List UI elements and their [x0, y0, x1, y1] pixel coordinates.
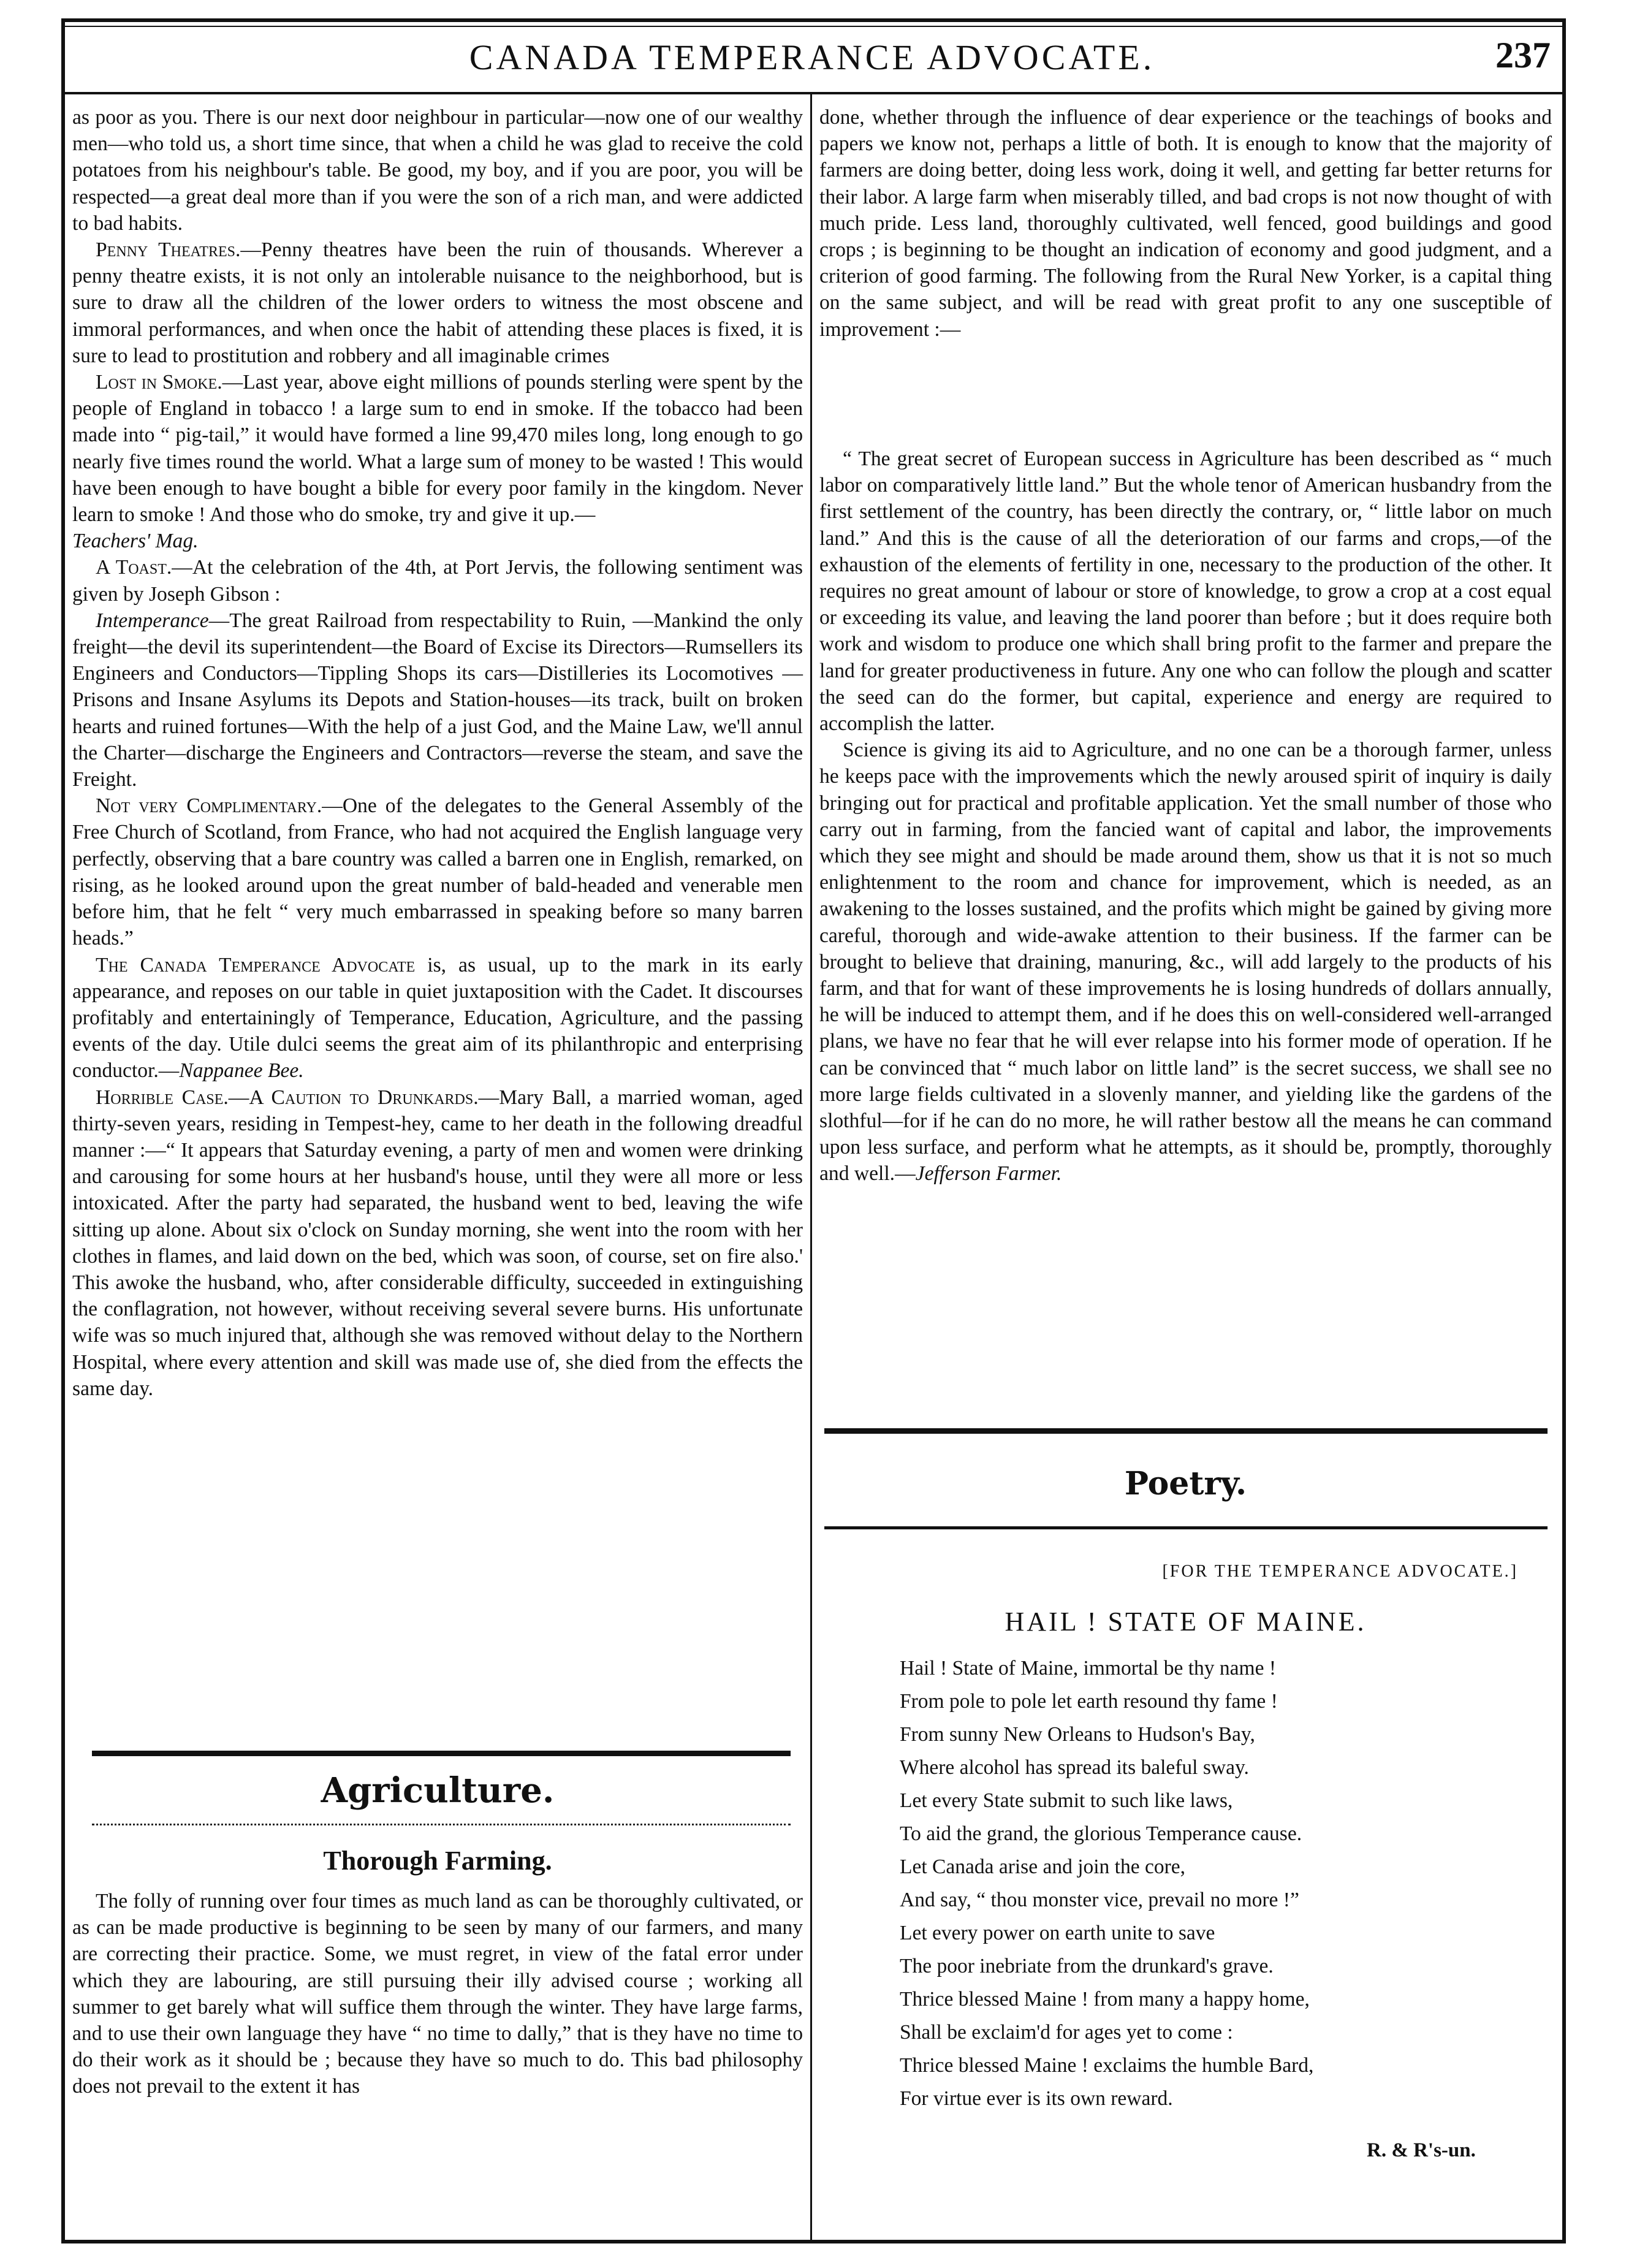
agriculture-divider — [92, 1824, 791, 1830]
not-complimentary-body: —One of the delegates to the General Assembly of the Free Church of Scotland, from France, who had not acquired the English language very perfectly, observing that a bare country was called a barren one in English, remarked, on rising, as he looked around upon the great number of bald-headed and venerable men before him, that he felt “ very much embarrassed in speaking before so many barren heads.” — [72, 794, 803, 950]
poetry-rule-top — [824, 1428, 1548, 1434]
continuation-paragraph: done, whether through the influence of dear experience or the teachings of books and papers we know not, perhaps a little of both. It is enough to know that the majority of farmers are doing better, doing less work, doing it well, and getting far better returns for their labor. A large farm when miserably tilled, and bad crops is not now thought of with much pride. Less land, thoroughly cultivated, well fenced, good buildings and good crops ; is beginning to be thought an indication of economy and good judgment, and a criterion of good farming. The following from the Rural New Yorker, is a capital thing on the same subject, and will be read with great profit to any one susceptible of improvement :— — [819, 106, 1552, 341]
penny-theatres-body: —Penny theatres have been the ruin of thousands. Wherever a penny theatre exists, it is not only an intolerable nuisance to the neighborhood, but is sure to draw all the children of the lower orders to witness the most obscene and immoral performances, and when once the habit of attending these places is fixed, it is sure to lead to prostitution and robbery and all imaginable crimes — [72, 238, 803, 367]
horrible-case-body: —Mary Ball, a married woman, aged thirty-seven years, residing in Tempest-hey, came to her death in the following dreadful manner :—“ It appears that Saturday evening, a party of men and women were drinking and carousing for some hours at her husband's house, until they were all more or less intoxicated. After the party had separated, the husband went to bed, leaving the wife sitting up alone. About six o'clock on Sunday morning, she went into the room with her clothes in flames, and laid down on the bed, which was soon, of course, set on fire also.' This awoke the husband, who, after considerable difficulty, succeeded in extinguishing the conflagration, not however, without receiving several severe burns. His unfortunate wife was so much injured that, although she was removed without delay to the Northern Hospital, where every attention and skill was made use of, she died from the effects the same day. — [72, 1086, 803, 1400]
quote-source: Jefferson Farmer. — [915, 1162, 1062, 1185]
page-number: 237 — [1495, 35, 1551, 75]
advocate-source: Nappanee Bee. — [179, 1059, 304, 1083]
poem-line: Hail ! State of Maine, immortal be thy name ! — [900, 1657, 1276, 1680]
toast-sentiment — [72, 607, 803, 793]
lost-in-smoke-source: Teachers' Mag. — [72, 530, 199, 553]
poem-line: Shall be exclaim'd for ages yet to come : — [900, 2021, 1233, 2044]
not-complimentary-title: Not very Complimentary. — [96, 794, 322, 818]
poem-line: Thrice blessed Maine ! from many a happy home, — [900, 1988, 1310, 2011]
agriculture-rule — [92, 1751, 791, 1756]
toast-text: —The great Railroad from respectability to Ruin, —Mankind the only freight—the devil its superintendent—the Board of Excise its Directors—Rumsellers its Engineers and Conductors—Tippling Shops its cars—Distilleries its Locomotives —Prisons and Insane Asylums its Depots and Station-houses—its track, built on broken hearts and ruined fortunes—With the help of a just God, and the Maine Law, we'll annul the Charter—discharge the Engineers and Contractors—reverse the steam, and save the Freight. — [72, 609, 803, 791]
poem-line: From sunny New Orleans to Hudson's Bay, — [900, 1723, 1255, 1746]
penny-theatres-paragraph — [72, 237, 803, 369]
advocate-body: is, as usual, up to the mark in its early appearance, and reposes on our table in quiet juxtaposition with the Cadet. It discourses profitably and entertainingly of Temperance, Education, Agriculture, and the passing events of the day. Utile dulci seems the great aim of its philanthropic and enterprising conductor.— — [72, 953, 803, 1083]
lost-in-smoke-paragraph — [72, 369, 803, 554]
toast-body: —At the celebration of the 4th, at Port Jervis, the following sentiment was given by Joseph Gibson : — [72, 556, 803, 606]
poem-line: For virtue ever is its own reward. — [900, 2087, 1173, 2110]
poem-line: Let Canada arise and join the core, — [900, 1855, 1186, 1878]
toast-title: A Toast. — [96, 556, 172, 579]
advocate-title: The Canada Temperance Advocate — [96, 953, 416, 976]
horrible-case-title: Horrible Case.—A Caution to Drunkards. — [96, 1086, 479, 1109]
poem-line: Thrice blessed Maine ! exclaims the humble Bard, — [900, 2054, 1314, 2077]
poem-lines — [900, 1652, 1543, 2115]
opening-paragraph: as poor as you. There is our next door neighbour in particular—now one of our wealthy men—who told us, a short time since, that when a child he was glad to receive the cold potatoes from his neighbour's table. Be good, my boy, and if you are poor, you will be respected—a great deal more than if you were the son of a rich man, and were addicted to bad habits. — [72, 106, 803, 235]
thorough-farming-title: Thorough Farming. — [323, 1846, 552, 1876]
quote-paragraph-2 — [819, 737, 1552, 1187]
thorough-farming-text: The folly of running over four times as much land as can be thoroughly cultivated, or as can be made productive is beginning to be seen by many of our farmers, and many are correcting their practice. Some, we must regret, in view of the fatal error under which they are labouring, are still pursuing their illy advised course ; working all summer to get barely what will suffice them through the winter. They have large farms, and to use their own language they have “ no time to dally,” that is they have no time to do their work as it should be ; because they have so much to do. This bad philosophy does not prevail to the extent it has — [72, 1890, 803, 2098]
poem-signature: R. & R's-un. — [1367, 2139, 1476, 2161]
poem-line: From pole to pole let earth resound thy fame ! — [900, 1690, 1278, 1713]
column-divider — [810, 94, 812, 2240]
right-rule — [1562, 18, 1566, 2243]
not-complimentary-paragraph — [72, 793, 803, 951]
toast-lead: Intemperance — [96, 609, 209, 632]
right-column — [819, 104, 1552, 343]
poetry-rule-bottom — [824, 1526, 1548, 1529]
poem-line: The poor inebriate from the drunkard's grave. — [900, 1955, 1274, 1977]
agriculture-heading: Agriculture. — [321, 1770, 555, 1811]
left-column — [72, 104, 803, 1402]
lost-in-smoke-body: —Last year, above eight millions of pounds sterling were spent by the people of England in tobacco ! a large sum to end in smoke. If the tobacco had been made into “ pig-tail,” it would have formed a line 99,470 miles long, long enough to go nearly five times round the world. What a large sum of money to be wasted ! This would have been enough to have bought a bible for every poor family in the kingdom. Never learn to smoke ! And those who do smoke, try and give it up.— — [72, 371, 803, 527]
poem-line: Let every State submit to such like laws, — [900, 1789, 1233, 1812]
masthead-title: CANADA TEMPERANCE ADVOCATE. — [469, 37, 1155, 77]
poetry-heading: Poetry. — [1124, 1465, 1247, 1502]
header-rule — [65, 92, 1562, 94]
poem-line: Let every power on earth unite to save — [900, 1922, 1215, 1944]
poem-line: To aid the grand, the glorious Temperance cause. — [900, 1822, 1302, 1845]
poem-byline: [FOR THE TEMPERANCE ADVOCATE.] — [1162, 1562, 1518, 1581]
poem-title: HAIL ! STATE OF MAINE. — [1005, 1607, 1367, 1637]
bottom-rule — [61, 2240, 1566, 2243]
poem-line: And say, “ thou monster vice, prevail no more !” — [900, 1889, 1299, 1911]
quoted-article — [819, 446, 1552, 1187]
quote-paragraph-1: “ The great secret of European success in Agriculture has been described as “ much labor on comparatively little land.” But the whole tenor of American husbandry from the first settlement of the country, has been directly the contrary, or, “ little labor on much land.” And this is the cause of all the deterioration of our farms and crops,—of the exhaustion of the elements of fertility in one, necessary to the production of the other. It requires no great amount of labour or store of knowledge, to grow a crop at a cost equal or exceeding its value, and leaving the land poorer than before ; but it does require both work and wisdom to produce one which shall bring profit to the farmer and prepare the land for greater productiveness in future. Any one who can follow the plough and scatter the seed can do the former, but capital, experience and energy are required to accomplish the latter. — [819, 447, 1552, 736]
toast-paragraph — [72, 554, 803, 607]
advocate-paragraph — [72, 952, 803, 1084]
penny-theatres-title: Penny Theatres. — [96, 238, 241, 262]
horrible-case-paragraph — [72, 1084, 803, 1402]
poem-line: Where alcohol has spread its baleful sway. — [900, 1756, 1249, 1779]
lost-in-smoke-title: Lost in Smoke. — [96, 371, 222, 394]
left-rule — [61, 18, 65, 2243]
page-header — [67, 23, 1557, 91]
top-rule — [61, 18, 1566, 22]
agriculture-body — [72, 1888, 803, 2100]
quote-paragraph-2-text: Science is giving its aid to Agriculture, and no one can be a thorough farmer, unless he keeps pace with the improvements which the newly aroused spirit of inquiry is daily bringing out for practical and profitable application. Yet the small number of those who carry out in farming, from the fancied want of capital and labor, the improvements which they see might and should be made around them, show us that it is not so much enlightenment to the room and chance for improvement, which is needed, as an awakening to the losses sustained, and the profits which might be gained by giving more careful, thorough and wide-awake attention to their business. If the farmer can be brought to believe that draining, manuring, &c., will add largely to the products of his farm, and that for want of these improvements he is losing hundreds of dollars annually, he will be induced to attempt them, and if he does this on well-considered well-arranged plans, we have no fear that he will ever relapse into his former mode of operation. If he can be convinced that “ much labor on little land” is the secret success, we shall see no more large fields cultivated in a slovenly manner, and yielding like the gardens of the slothful—for if he can do no more, he will rather bestow all the means he can command upon less surface, and perform what he attempts, as it should be, promptly, thoroughly and well.— — [819, 739, 1552, 1185]
